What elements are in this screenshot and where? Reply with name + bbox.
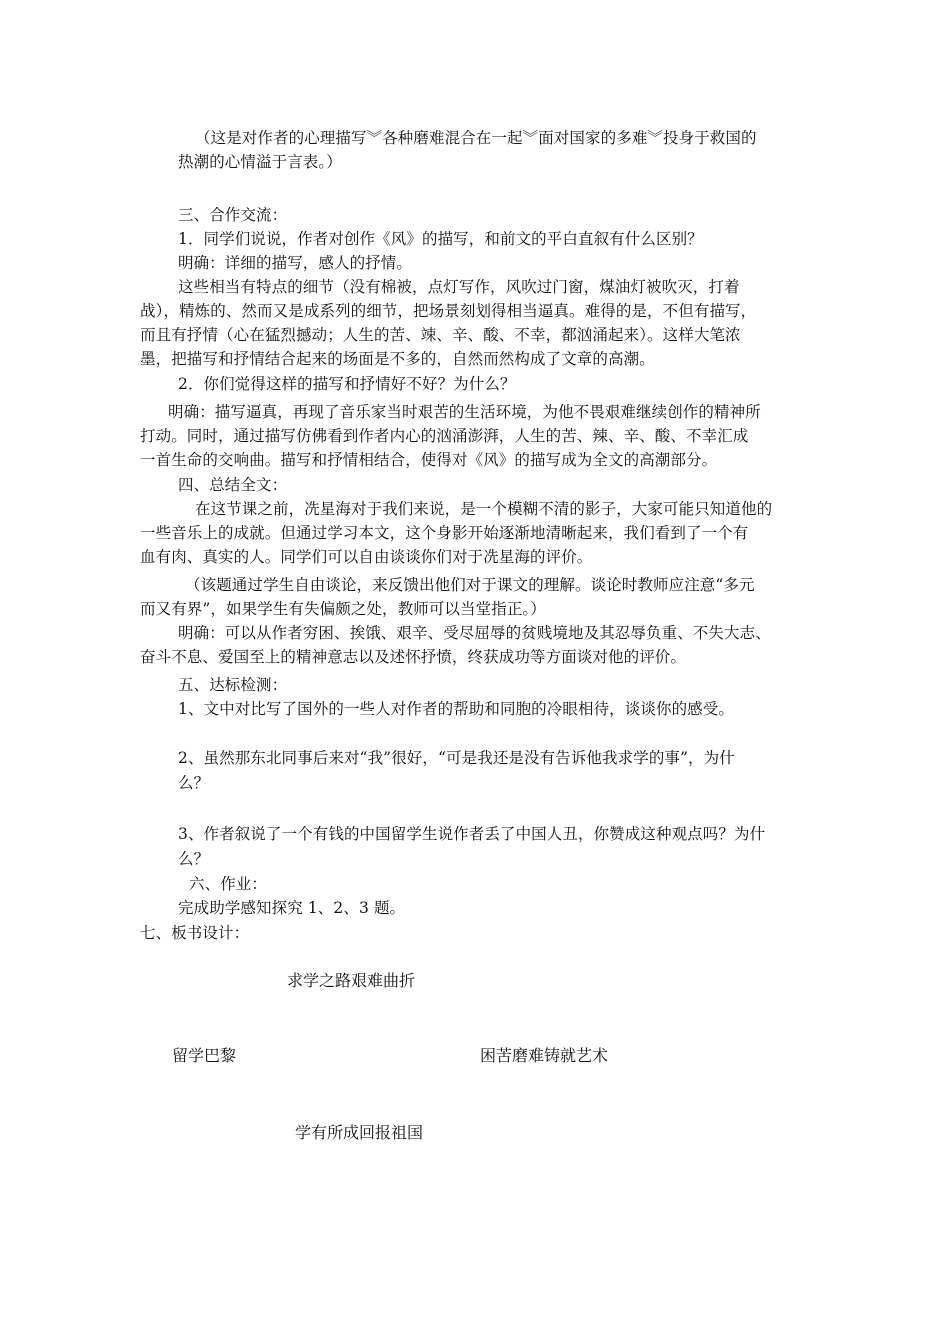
text-line: 而且有抒情（心在猛烈撼动；人生的苦、竦、辛、酸、不幸，都汹涌起来）。这样大笔浓 — [140, 326, 741, 344]
text-line: 战），精炼的、然而又是成系列的细节，把场景刻划得相当逼真。难得的是，不但有描写， — [140, 302, 757, 320]
question-line: 1．同学们说说，作者对创作《风》的描写，和前文的平白直叙有什么区别？ — [178, 230, 703, 248]
text-line: 奋斗不息、爱国至上的精神意志以及述怀抒愤，终获成功等方面谈对他的评价。 — [140, 648, 687, 666]
answer-line: 明确：详细的描写，感人的抒情。 — [178, 254, 413, 272]
text-line: 完成助学感知探究 1、2、3 题。 — [178, 899, 406, 917]
text-line: 热潮的心情溢于言表。） — [178, 153, 342, 171]
answer-line: 明确：可以从作者穷困、挨饿、艰辛、受尽屈辱的贫贱境地及其忍辱负重、不失大志、 — [178, 624, 771, 642]
question-line: 2．你们觉得这样的描写和抒情好不好？为什么？ — [178, 375, 516, 393]
board-top: 求学之路艰难曲折 — [287, 971, 416, 990]
section-heading: 三、合作交流： — [178, 206, 288, 224]
board-left: 留学巴黎 — [172, 1046, 237, 1065]
section-heading: 四、总结全文： — [178, 476, 288, 494]
section-heading: 五、达标检测： — [178, 676, 288, 694]
text-line: 一首生命的交响曲。描写和抒情相结合，使得对《风》的描写成为全文的高潮部分。 — [140, 451, 718, 469]
text-line: 而又有界”，如果学生有失偏颇之处，教师可以当堂指正。） — [140, 600, 546, 618]
text-line: （这是对作者的心理描写︾各种磨难混合在一起︾面对国家的多难︾投身于救国的 — [195, 129, 757, 147]
question-line: 1、文中对比写了国外的一些人对作者的帮助和同胞的冷眼相待，谈谈你的感受。 — [178, 700, 734, 718]
text-line: （该题通过学生自由谈论，来反馈出他们对于课文的理解。谈论时教师应注意“多元 — [185, 576, 755, 594]
text-line: 打动。同时，通过描写仿佛看到作者内心的汹涌澎湃，人生的苦、辣、辛、酸、不幸汇成 — [140, 427, 749, 445]
text-line: 么？ — [178, 850, 210, 868]
board-bottom: 学有所成回报祖国 — [295, 1123, 424, 1142]
answer-line: 明确：描写逼真，再现了音乐家当时艰苦的生活环境，为他不畏艰难继续创作的精神所 — [168, 403, 761, 421]
text-line: 这些相当有特点的细节（没有棉被，点灯写作，风吹过门窗，煤油灯被吹灭，打着 — [178, 278, 740, 296]
section-heading: 六、作业： — [189, 875, 268, 893]
text-line: 血有肉、真实的人。同学们可以自由谈谈你们对于冼星海的评价。 — [140, 548, 593, 566]
text-line: 么？ — [178, 774, 210, 792]
question-line: 2、虽然那东北同事后来对“我”很好，“可是我还是没有告诉他我求学的事”，为什 — [178, 749, 735, 767]
text-line: 一些音乐上的成就。但通过学习本文，这个身影开始逐渐地清晰起来，我们看到了一个有 — [140, 524, 749, 542]
text-line: 在这节课之前，冼星海对于我们来说，是一个模糊不清的影子，大家可能只知道他的 — [195, 500, 773, 518]
section-heading: 七、板书设计： — [140, 924, 250, 942]
question-line: 3、作者叙说了一个有钱的中国留学生说作者丢了中国人丑，你赞成这种观点吗？为什 — [178, 825, 766, 843]
text-line: 墨，把描写和抒情结合起来的场面是不多的，自然而然构成了文章的高潮。 — [140, 350, 655, 368]
board-right: 困苦磨难铸就艺术 — [480, 1046, 609, 1065]
